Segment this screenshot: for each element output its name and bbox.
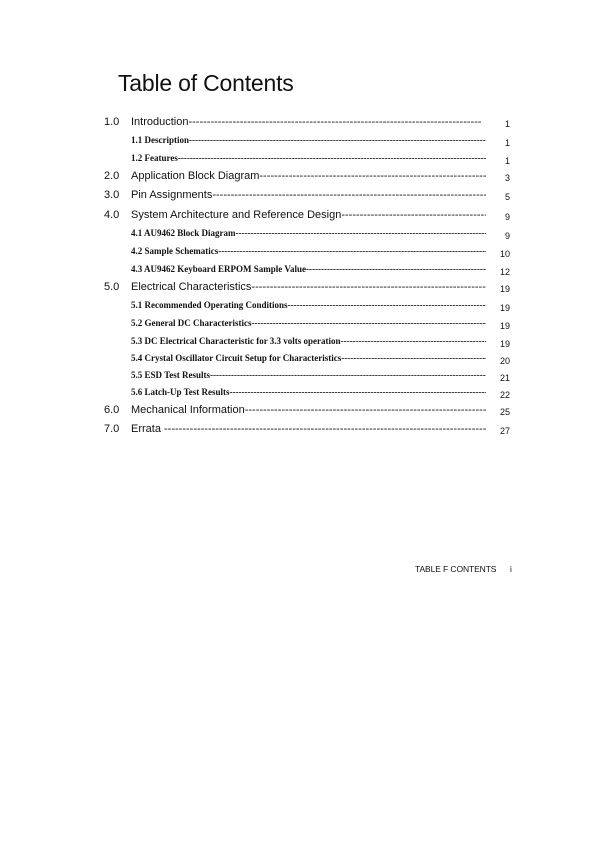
toc-entry-page: 9 <box>504 212 510 222</box>
toc-entry-number: 6.0 <box>104 404 120 416</box>
toc-entry-page: 5 <box>504 192 510 202</box>
toc-entry[interactable] <box>0 240 595 259</box>
toc-entry-title: Errata ----- <box>131 423 486 435</box>
toc-entry-number: 3.0 <box>104 189 120 201</box>
toc-entry-title: 4.3 AU9462 Keyboard ERPOM Sample Value ----- <box>131 264 486 274</box>
toc-entry-title: 5.4 Crystal Oscillator Circuit Setup for Characteristics ----- <box>131 353 486 363</box>
toc-entry[interactable] <box>0 205 595 221</box>
toc-entry-title: 1.2 Features ----- <box>131 153 486 163</box>
toc-entry-page: 20 <box>499 356 510 366</box>
toc-entry[interactable] <box>0 258 595 277</box>
toc-entry-page: 10 <box>499 249 510 259</box>
toc-entry[interactable] <box>0 277 595 293</box>
toc-entry[interactable] <box>0 400 595 416</box>
toc-entry-number: 1.0 <box>104 116 120 128</box>
toc-entry-page: 19 <box>499 284 510 294</box>
toc-entry[interactable] <box>0 166 595 182</box>
toc-entry-page: 1 <box>504 156 510 166</box>
toc-entry-page: 1 <box>504 138 510 148</box>
toc-entry[interactable] <box>0 129 595 148</box>
toc-entry-page: 1 <box>504 119 510 129</box>
toc-entry[interactable] <box>0 222 595 241</box>
toc-entry[interactable] <box>0 147 595 166</box>
toc-entry-number: 2.0 <box>104 170 120 182</box>
toc-entry[interactable] <box>0 330 595 349</box>
page-title: Table of Contents <box>118 70 294 96</box>
toc-entry-page: 25 <box>499 407 510 417</box>
toc-entry-title: 1.1 Description ----- <box>131 135 486 145</box>
toc-entry-title: 5.6 Latch-Up Test Results ----- <box>131 387 486 397</box>
toc-entry-page: 12 <box>499 267 510 277</box>
toc-entry-title: Application Block Diagram ----- <box>131 170 486 182</box>
toc-entry-title: 5.2 General DC Characteristics ----- <box>131 318 486 328</box>
toc-entry[interactable] <box>0 419 595 435</box>
toc-entry[interactable] <box>0 347 595 366</box>
toc-entry-title: 5.5 ESD Test Results ----- <box>131 370 486 380</box>
toc-entry-page: 19 <box>499 321 510 331</box>
toc-entry-number: 7.0 <box>104 423 120 435</box>
toc-entry-number: 4.0 <box>104 209 120 221</box>
toc-entry-page: 19 <box>499 303 510 313</box>
toc-entry-title: 5.1 Recommended Operating Conditions ----- <box>131 300 486 310</box>
toc-entry-title: 5.3 DC Electrical Characteristic for 3.3 volts operation ----- <box>131 336 486 346</box>
footer-section-label: TABLE F CONTENTS <box>415 564 497 574</box>
toc-entry-page: 27 <box>499 426 510 436</box>
toc-entry-page: 22 <box>499 390 510 400</box>
toc-entry-title: System Architecture and Reference Design ----- <box>131 209 486 221</box>
toc-entry-title: Introduction ----- <box>131 116 482 128</box>
toc-entry[interactable] <box>0 294 595 313</box>
toc-entry[interactable] <box>0 381 595 400</box>
footer-page-number: i <box>510 564 512 574</box>
toc-entry-page: 3 <box>504 173 510 183</box>
toc-entry[interactable] <box>0 364 595 383</box>
toc-entry-page: 21 <box>499 373 510 383</box>
toc-entry-title: Pin Assignments ----- <box>131 189 486 201</box>
toc-entry[interactable] <box>0 112 595 128</box>
toc-entry[interactable] <box>0 312 595 331</box>
toc-entry-page: 9 <box>504 231 510 241</box>
toc-entry[interactable] <box>0 185 595 201</box>
toc-entry-title: 4.2 Sample Schematics ----- <box>131 246 486 256</box>
toc-entry-title: Mechanical Information ----- <box>131 404 486 416</box>
toc-entry-title: Electrical Characteristics ----- <box>131 281 486 293</box>
toc-entry-title: 4.1 AU9462 Block Diagram ----- <box>131 228 486 238</box>
toc-entry-number: 5.0 <box>104 281 120 293</box>
toc-entry-page: 19 <box>499 339 510 349</box>
